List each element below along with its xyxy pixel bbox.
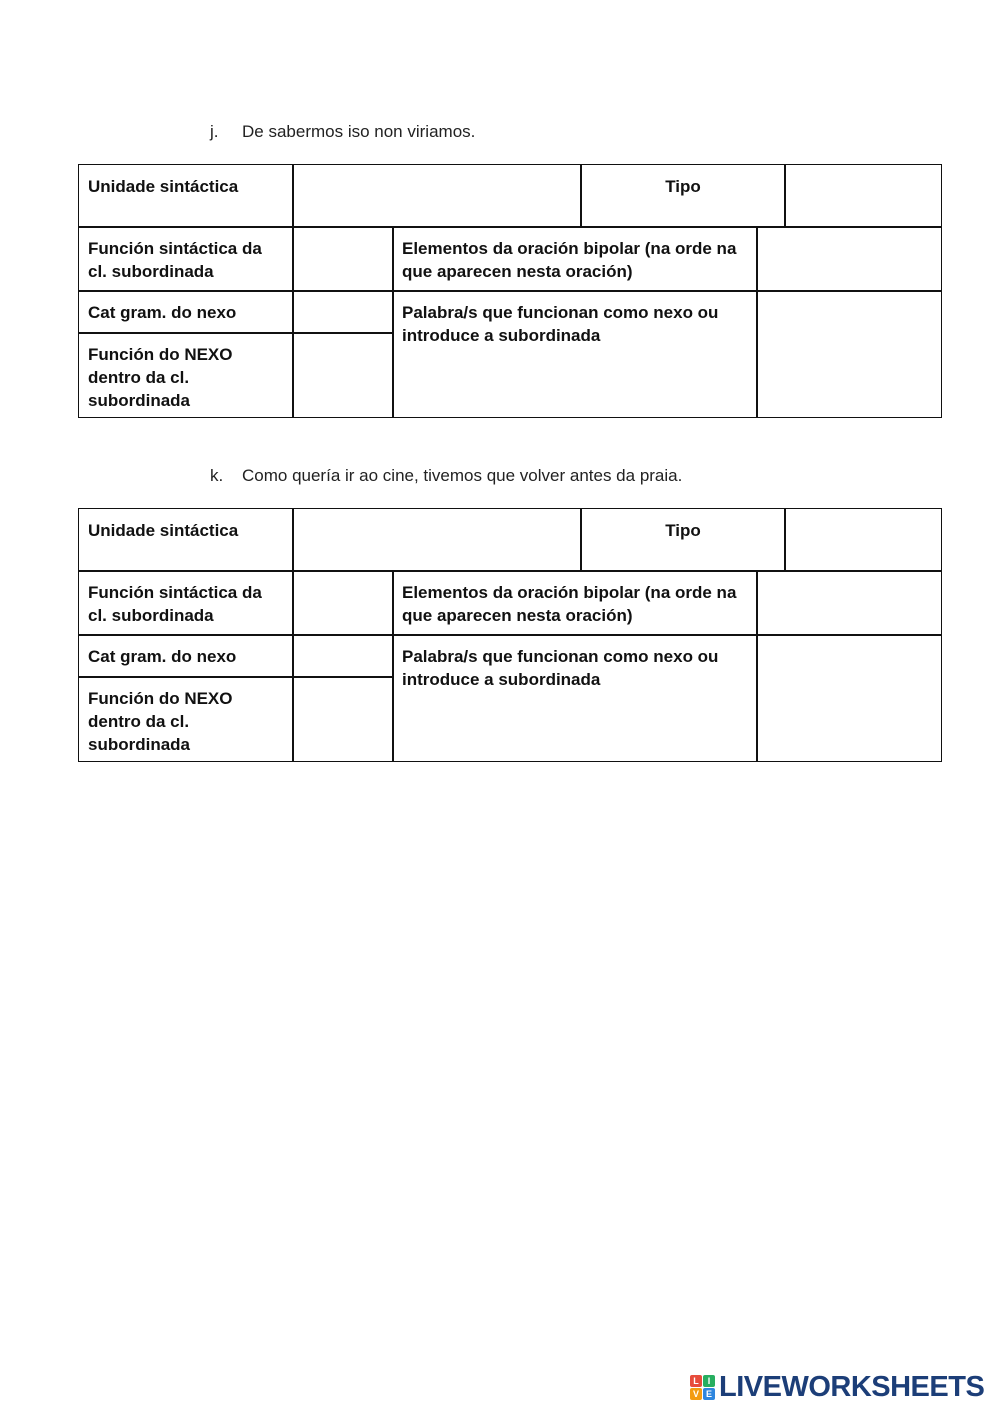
label-unit: Unidade sintáctica	[78, 508, 294, 572]
exercise-sentence: Como quería ir ao cine, tivemos que volver antes da praia.	[242, 466, 683, 485]
answer-type-field[interactable]	[784, 164, 942, 228]
answer-cat-nexo-field[interactable]	[292, 634, 394, 678]
answer-function-subordinate-field[interactable]	[292, 570, 394, 636]
liveworksheets-brand	[690, 1372, 984, 1402]
label-elements: Elementos da oración bipolar (na orde na que aparecen nesta oración)	[392, 226, 758, 292]
answer-cat-nexo-field[interactable]	[292, 290, 394, 334]
answer-function-nexo-field[interactable]	[292, 332, 394, 418]
logo-letter: I	[703, 1375, 715, 1387]
label-nexo-words: Palabra/s que funcionan como nexo ou introduce a subordinada	[392, 634, 758, 762]
answer-nexo-words-field[interactable]	[756, 290, 942, 418]
logo-letter: V	[690, 1388, 702, 1400]
label-cat-nexo: Cat gram. do nexo	[78, 290, 294, 334]
label-function-subordinate: Función sintáctica da cl. subordinada	[78, 226, 294, 292]
exercise-k-prompt	[210, 466, 682, 486]
logo-letter: L	[690, 1375, 702, 1387]
answer-type-field[interactable]	[784, 508, 942, 572]
label-type: Tipo	[580, 508, 786, 572]
answer-nexo-words-field[interactable]	[756, 634, 942, 762]
answer-elements-field[interactable]	[756, 570, 942, 636]
exercise-marker: k.	[210, 466, 224, 485]
answer-unit-field[interactable]	[292, 164, 582, 228]
logo-letter: E	[703, 1388, 715, 1400]
exercise-j-prompt	[210, 122, 475, 142]
exercise-marker: j.	[210, 122, 219, 141]
label-elements: Elementos da oración bipolar (na orde na que aparecen nesta oración)	[392, 570, 758, 636]
analysis-table-k	[78, 508, 942, 762]
liveworksheets-logo-icon	[690, 1375, 715, 1400]
label-unit: Unidade sintáctica	[78, 164, 294, 228]
label-function-nexo: Función do NEXO dentro da cl. subordinada	[78, 676, 294, 762]
label-function-subordinate: Función sintáctica da cl. subordinada	[78, 570, 294, 636]
answer-unit-field[interactable]	[292, 508, 582, 572]
label-nexo-words: Palabra/s que funcionan como nexo ou introduce a subordinada	[392, 290, 758, 418]
answer-elements-field[interactable]	[756, 226, 942, 292]
analysis-table-j	[78, 164, 942, 418]
exercise-sentence: De sabermos iso non viriamos.	[242, 122, 476, 141]
label-type: Tipo	[580, 164, 786, 228]
answer-function-nexo-field[interactable]	[292, 676, 394, 762]
brand-wordmark: LIVEWORKSHEETS	[719, 1370, 985, 1403]
label-function-nexo: Función do NEXO dentro da cl. subordinada	[78, 332, 294, 418]
answer-function-subordinate-field[interactable]	[292, 226, 394, 292]
label-cat-nexo: Cat gram. do nexo	[78, 634, 294, 678]
